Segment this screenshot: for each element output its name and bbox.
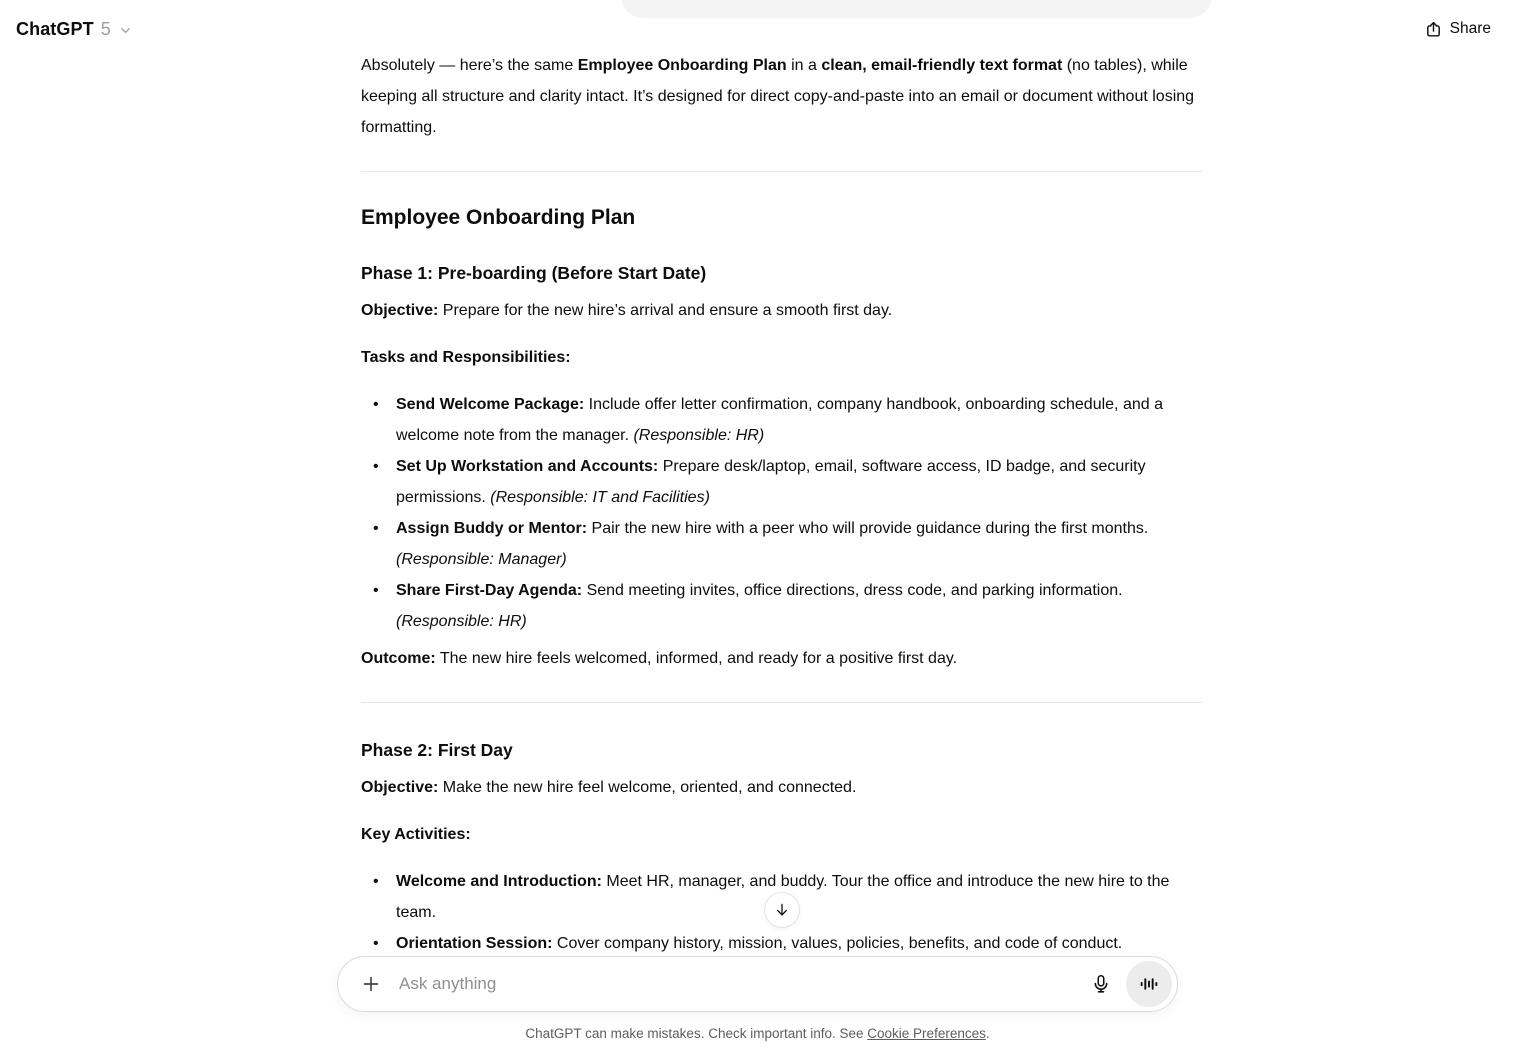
task-responsible: (Responsible: IT and Facilities) <box>490 489 710 506</box>
composer-region <box>0 954 1515 1046</box>
activity-label: Orientation Session: <box>396 935 553 952</box>
task-responsible: (Responsible: HR) <box>633 427 765 444</box>
section-divider <box>361 702 1202 703</box>
footer-disclaimer <box>0 1025 1515 1043</box>
task-label: Share First-Day Agenda: <box>396 582 583 599</box>
phase2-heading: Phase 2: First Day <box>361 740 513 760</box>
intro-text: (no tables), while keeping all structure and clarity intact. It’s designed for direct copy-and-paste into an email or document without losing formatting. <box>361 57 1195 136</box>
phase1-objective <box>361 295 1202 326</box>
attach-button[interactable] <box>356 969 386 999</box>
model-switcher[interactable] <box>10 15 139 44</box>
arrow-down-icon <box>773 901 791 919</box>
list-item <box>396 513 1202 575</box>
task-text: Include offer letter confirmation, company handbook, onboarding schedule, and a welcome note from the manager. <box>396 396 1163 444</box>
intro-bold-format: clean, email-friendly text format <box>821 57 1063 74</box>
phase2-activities-label <box>361 819 1202 850</box>
tasks-label: Tasks and Responsibilities: <box>361 349 571 366</box>
cookie-preferences-link[interactable]: Cookie Preferences <box>867 1026 986 1041</box>
task-label: Send Welcome Package: <box>396 396 585 413</box>
list-item <box>396 451 1202 513</box>
chevron-down-icon <box>118 23 133 38</box>
waveform-icon <box>1138 973 1160 995</box>
intro-paragraph <box>361 50 1202 143</box>
objective-text: Prepare for the new hire’s arrival and ensure a smooth first day. <box>438 302 893 319</box>
share-icon <box>1424 20 1443 39</box>
objective-label: Objective: <box>361 779 439 796</box>
activity-text: Meet HR, manager, and buddy. Tour the office and introduce the new hire to the team. <box>396 873 1170 921</box>
share-label: Share <box>1449 20 1491 37</box>
task-responsible: (Responsible: HR) <box>396 613 527 630</box>
share-button[interactable] <box>1416 14 1499 45</box>
intro-text: in a <box>786 57 822 74</box>
scroll-to-bottom-button[interactable] <box>764 892 800 928</box>
objective-text: Make the new hire feel welcome, oriented, and connected. <box>438 779 857 796</box>
task-text: Prepare desk/laptop, email, software access, ID badge, and security permissions. <box>396 458 1146 506</box>
activity-label: Welcome and Introduction: <box>396 873 602 890</box>
disclaimer-text: ChatGPT can make mistakes. Check important info. See <box>525 1026 868 1041</box>
phase1-tasks-label <box>361 342 1202 373</box>
task-text: Pair the new hire with a peer who will provide guidance during the first months. <box>587 520 1149 537</box>
activity-text: Cover company history, mission, values, policies, benefits, and code of conduct. <box>552 935 1123 952</box>
phase2-objective <box>361 772 1202 803</box>
plus-icon <box>360 973 382 995</box>
phase1-task-list <box>361 389 1202 637</box>
composer[interactable] <box>337 956 1178 1012</box>
assistant-message <box>361 0 1202 965</box>
phase1-heading: Phase 1: Pre-boarding (Before Start Date) <box>361 263 707 283</box>
phase1-outcome <box>361 643 1202 674</box>
model-version-label: 5 <box>100 18 111 39</box>
user-message-bubble <box>621 0 1212 18</box>
plan-title: Employee Onboarding Plan <box>361 206 636 229</box>
task-label: Assign Buddy or Mentor: <box>396 520 588 537</box>
task-text: Send meeting invites, office directions, dress code, and parking information. <box>582 582 1123 599</box>
section-divider <box>361 171 1202 172</box>
activities-label: Key Activities: <box>361 826 471 843</box>
list-item <box>396 866 1202 928</box>
intro-text: Absolutely — here’s the same <box>361 57 578 74</box>
voice-mode-button[interactable] <box>1126 961 1172 1007</box>
microphone-icon <box>1090 973 1112 995</box>
app-name: ChatGPT <box>16 18 94 39</box>
disclaimer-period: . <box>985 1026 990 1041</box>
objective-label: Objective: <box>361 302 439 319</box>
list-item <box>396 575 1202 637</box>
message-input[interactable] <box>397 968 1084 1000</box>
outcome-text: The new hire feels welcomed, informed, and ready for a positive first day. <box>435 650 958 667</box>
task-label: Set Up Workstation and Accounts: <box>396 458 659 475</box>
intro-bold-plan: Employee Onboarding Plan <box>577 57 787 74</box>
task-responsible: (Responsible: Manager) <box>396 551 567 568</box>
outcome-label: Outcome: <box>361 650 436 667</box>
dictate-button[interactable] <box>1084 967 1118 1001</box>
list-item <box>396 389 1202 451</box>
